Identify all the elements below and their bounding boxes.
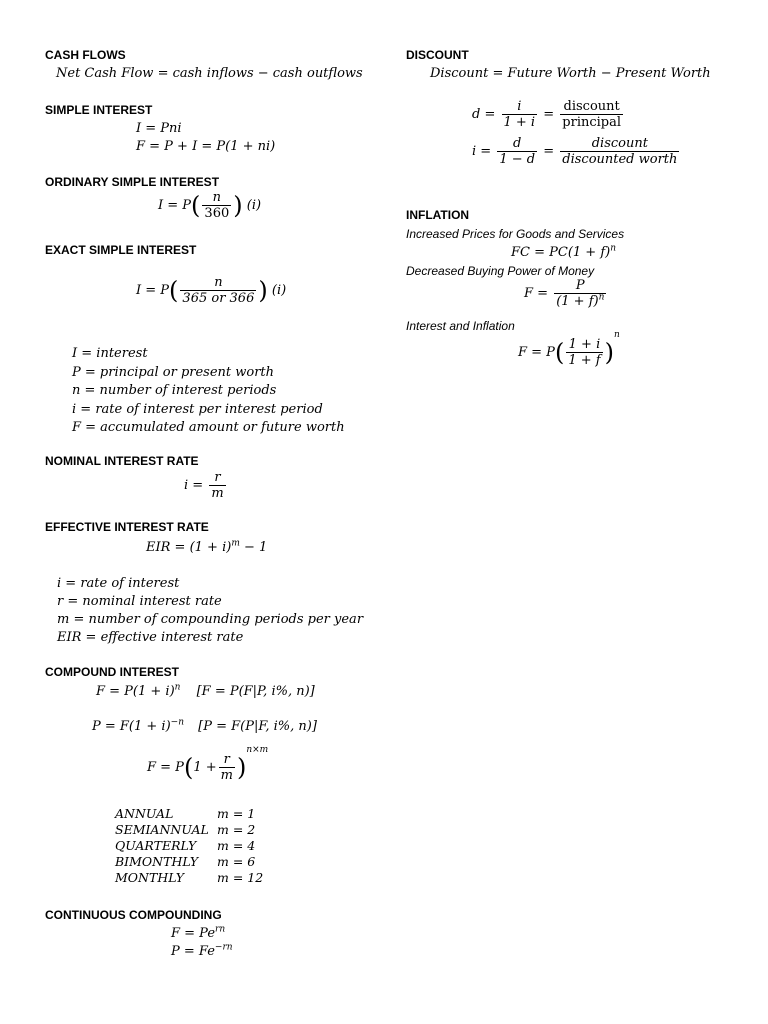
definition-item: r = nominal interest rate [57,594,222,609]
exact-simple-interest-heading: EXACT SIMPLE INTEREST [45,243,197,257]
ordinary-simple-interest-formula: I = P( $\frac{n}{360}$ ) (i) [158,190,262,221]
frequency-value: m = 12 [217,870,264,885]
frequency-value: m = 6 [217,854,256,869]
frequency-value: m = 4 [217,838,256,853]
nominal-interest-rate-heading: NOMINAL INTEREST RATE [45,454,199,468]
exact-simple-interest-formula: I = P( $\frac{n}{365 or 366}$ ) (i) [136,275,287,306]
fraction: $\frac{1 + i}{1 + f}$ [568,337,601,368]
definition-item: I = interest [72,346,148,361]
interest-rate-from-discount-formula: i = $\frac{d}{1 - d}$ = $\frac{\text{discount}}{\text{discounted worth}}$ [472,136,678,167]
compounding-frequency-table [115,806,277,885]
frequency-name: QUARTERLY [115,838,197,853]
fraction: $\frac{n}{360}$ [204,190,230,221]
continuous-compounding-formula-2: $P = Fe^{-rn}$ [171,942,233,959]
frequency-name: MONTHLY [115,870,184,885]
nominal-interest-rate-formula: i = $\frac{r}{m}$ [184,470,224,501]
definitions-list-2 [57,575,363,647]
effective-interest-rate-heading: EFFECTIVE INTEREST RATE [45,520,209,534]
fraction: $\frac{P}{(1 + f)^n}$ [556,278,605,309]
cash-flows-formula: Net Cash Flow = cash inflows − cash outflows [56,66,363,81]
inflation-subheading-3: Interest and Inflation [406,319,515,333]
compound-interest-formula-1: $F = P(1 + i)^n$ [F = P(F|P, i%, n)] [96,682,315,699]
fraction: $\frac{\text{discount}}{\text{discounted worth}}$ [562,136,678,167]
definition-item: m = number of compounding periods per year [57,612,364,627]
simple-interest-formula-1: I = Pni [136,121,182,136]
inflation-heading: INFLATION [406,208,470,222]
simple-interest-heading: SIMPLE INTEREST [45,103,153,117]
cash-flows-heading: CASH FLOWS [45,48,126,62]
frequency-name: BIMONTHLY [115,854,199,869]
inflation-subheading-1: Increased Prices for Goods and Services [406,227,625,241]
definition-item: P = principal or present worth [72,364,275,380]
fraction: $\frac{\text{discount}}{\text{principal}}$ [562,99,622,130]
definition-item: n = number of interest periods [72,383,277,398]
simple-interest-formula-2: F = P + I = P(1 + ni) [136,139,276,154]
inflation-formula-2: F = $\frac{P}{(1 + f)^n}$ [524,278,605,309]
fraction: $\frac{d}{1 - d}$ [499,136,536,167]
frequency-name: ANNUAL [115,806,174,821]
compound-interest-heading: COMPOUND INTEREST [45,665,180,679]
compound-interest-formula-3: F = P(1 + $\frac{r}{m}$ )$^{n\times m}$ [147,745,269,783]
discount-heading: DISCOUNT [406,48,469,62]
continuous-compounding-heading: CONTINUOUS COMPOUNDING [45,908,222,922]
fraction: $\frac{r}{m}$ [220,752,233,783]
inflation-formula-3: F = P( $\frac{1 + i}{1 + f}$ )$^n$ [518,330,620,368]
frequency-value: m = 1 [217,806,256,821]
inflation-formula-1: FC = $PC(1 + f)^n$ [511,243,616,260]
fraction: $\frac{n}{365 or 366}$ [182,275,255,306]
inflation-subheading-2: Decreased Buying Power of Money [406,264,595,278]
fraction: $\frac{r}{m}$ [211,470,224,501]
definition-item: F = accumulated amount or future worth [72,420,345,435]
continuous-compounding-formula-1: $F = Pe^{rn}$ [171,924,226,941]
compound-interest-formula-2: $P = F(1 + i)^{-n}$ [P = F(P|F, i%, n)] [92,717,317,734]
ordinary-simple-interest-heading: ORDINARY SIMPLE INTEREST [45,175,220,189]
discount-rate-formula: d = $\frac{i}{1 + i}$ = $\frac{\text{discount}}{\text{principal}}$ [472,99,622,130]
frequency-value: m = 2 [217,822,256,837]
discount-formula: Discount = Future Worth − Present Worth [430,66,711,81]
definition-item: EIR = effective interest rate [57,630,244,645]
definition-item: i = rate of interest [57,576,180,591]
definition-item: i = rate of interest per interest period [72,401,323,417]
frequency-name: SEMIANNUAL [115,822,209,837]
definitions-list-1 [72,345,345,438]
fraction: $\frac{i}{1 + i}$ [503,99,536,130]
effective-interest-rate-formula: EIR = $(1 + i)^m - 1$ [146,538,268,555]
